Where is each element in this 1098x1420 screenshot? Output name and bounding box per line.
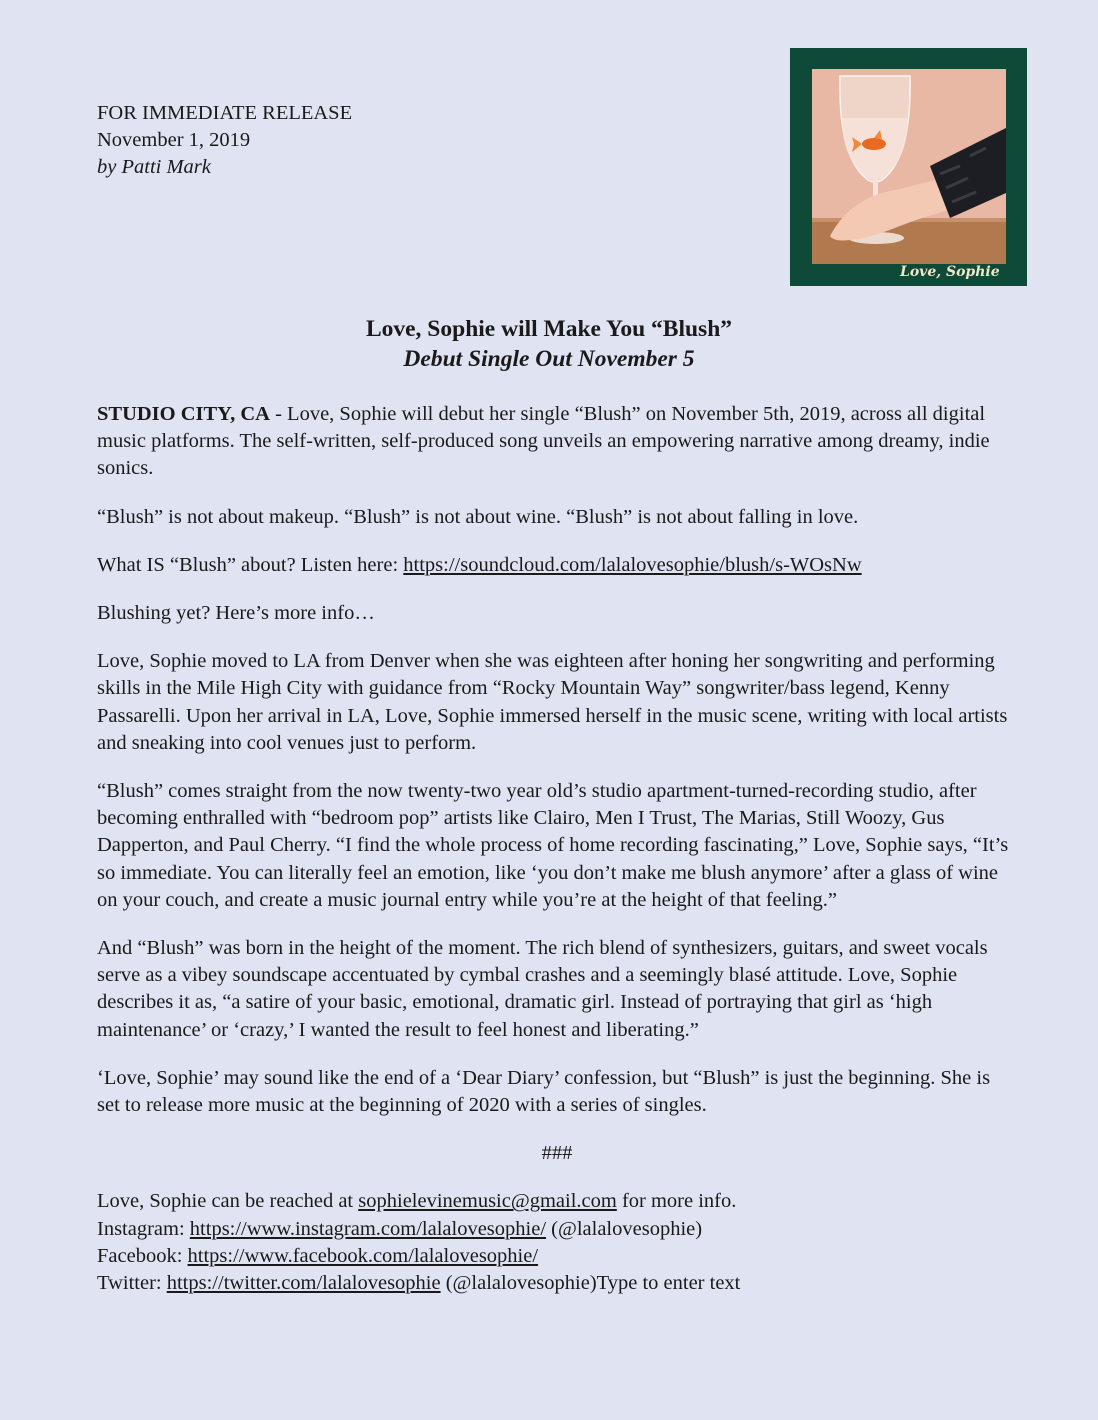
contact-twitter-line [97,1270,1017,1297]
twitter-link[interactable]: https://twitter.com/lalalovesophie [166,1272,441,1295]
instagram-label: Instagram: [97,1217,190,1240]
facebook-label: Facebook: [97,1244,188,1267]
release-label: FOR IMMEDIATE RELEASE [97,102,353,124]
dateline: STUDIO CITY, CA [97,403,270,425]
facebook-link[interactable]: https://www.facebook.com/lalalovesophie/ [187,1244,539,1267]
instagram-handle: (@lalalovesophie) [546,1217,703,1240]
twitter-handle: (@lalalovesophie)Type to enter text [440,1272,741,1295]
headline-title: Love, Sophie will Make You “Blush” [365,316,733,342]
end-separator: ### [541,1142,573,1165]
byline: by Patti Mark [97,156,211,178]
article-body [97,401,1017,1297]
listen-text: What IS “Blush” about? Listen here: [97,553,404,576]
paragraph-7: And “Blush” was born in the height of the moment. The rich blend of synthesizers, guitars, and sweet vocals serve as a vibey soundscape accentuated by cymbal crashes and a seemingly blasé attitude. Love, Sophie describes it as, “a satire of your basic, emotional, dramatic girl. Instead of portraying that girl as ‘high maintenance’ or ‘crazy,’ I wanted the result to feel honest and liberating.” [97,937,988,1041]
contact-facebook-line [97,1243,1017,1270]
soundcloud-link[interactable]: https://soundcloud.com/lalalovesophie/blush/s-WOsNw [403,553,862,576]
cover-artist-text: Love, Sophie [900,264,1000,280]
paragraph-2: “Blush” is not about makeup. “Blush” is not about wine. “Blush” is not about falling in love. [97,505,859,528]
intro-text: - Love, Sophie will debut her single “Blush” on November 5th, 2019, across all digital music platforms. The self-written, self-produced song unveils an empowering narrative among dreamy, indie sonics. [97,403,990,480]
email-prefix: Love, Sophie can be reached at [97,1190,359,1213]
headline-subtitle: Debut Single Out November 5 [403,346,695,372]
email-link[interactable]: sophielevinemusic@gmail.com [358,1190,617,1213]
contact-instagram-line [97,1216,1017,1243]
twitter-label: Twitter: [97,1272,167,1295]
paragraph-intro [97,401,1017,483]
instagram-link[interactable]: https://www.instagram.com/lalalovesophie/ [189,1217,547,1240]
contact-email-line [97,1188,1017,1215]
release-meta [97,100,352,181]
contact-info [97,1188,1017,1297]
paragraph-3 [97,552,1017,579]
headline [0,314,1098,374]
paragraph-5: Love, Sophie moved to LA from Denver when she was eighteen after honing her songwriting and performing skills in the Mile High City with guidance from “Rocky Mountain Way” songwriter/bass legend, Kenny Passarelli. Upon her arrival in LA, Love, Sophie immersed herself in the music scene, writing with local artists and sneaking into cool venues just to perform. [97,650,1008,754]
album-cover-art [790,48,1027,286]
email-suffix: for more info. [616,1190,737,1213]
paragraph-8: ‘Love, Sophie’ may sound like the end of a ‘Dear Diary’ confession, but “Blush” is just the beginning. She is set to release more music at the beginning of 2020 with a series of singles. [97,1066,991,1117]
album-cover-image [790,48,1027,286]
release-date: November 1, 2019 [97,129,251,151]
paragraph-6: “Blush” comes straight from the now twenty-two year old’s studio apartment-turned-recording studio, after becoming enthralled with “bedroom pop” artists like Clairo, Men I Trust, The Marias, Still Woozy, Gus Dapperton, and Paul Cherry. “I find the whole process of home recording fascinating,” Love, Sophie says, “It’s so immediate. You can literally feel an emotion, like ‘you don’t make me blush anymore’ after a glass of wine on your couch, and create a music journal entry while you’re at the height of that feeling.” [97,780,1009,911]
paragraph-4: Blushing yet? Here’s more info… [97,602,375,625]
